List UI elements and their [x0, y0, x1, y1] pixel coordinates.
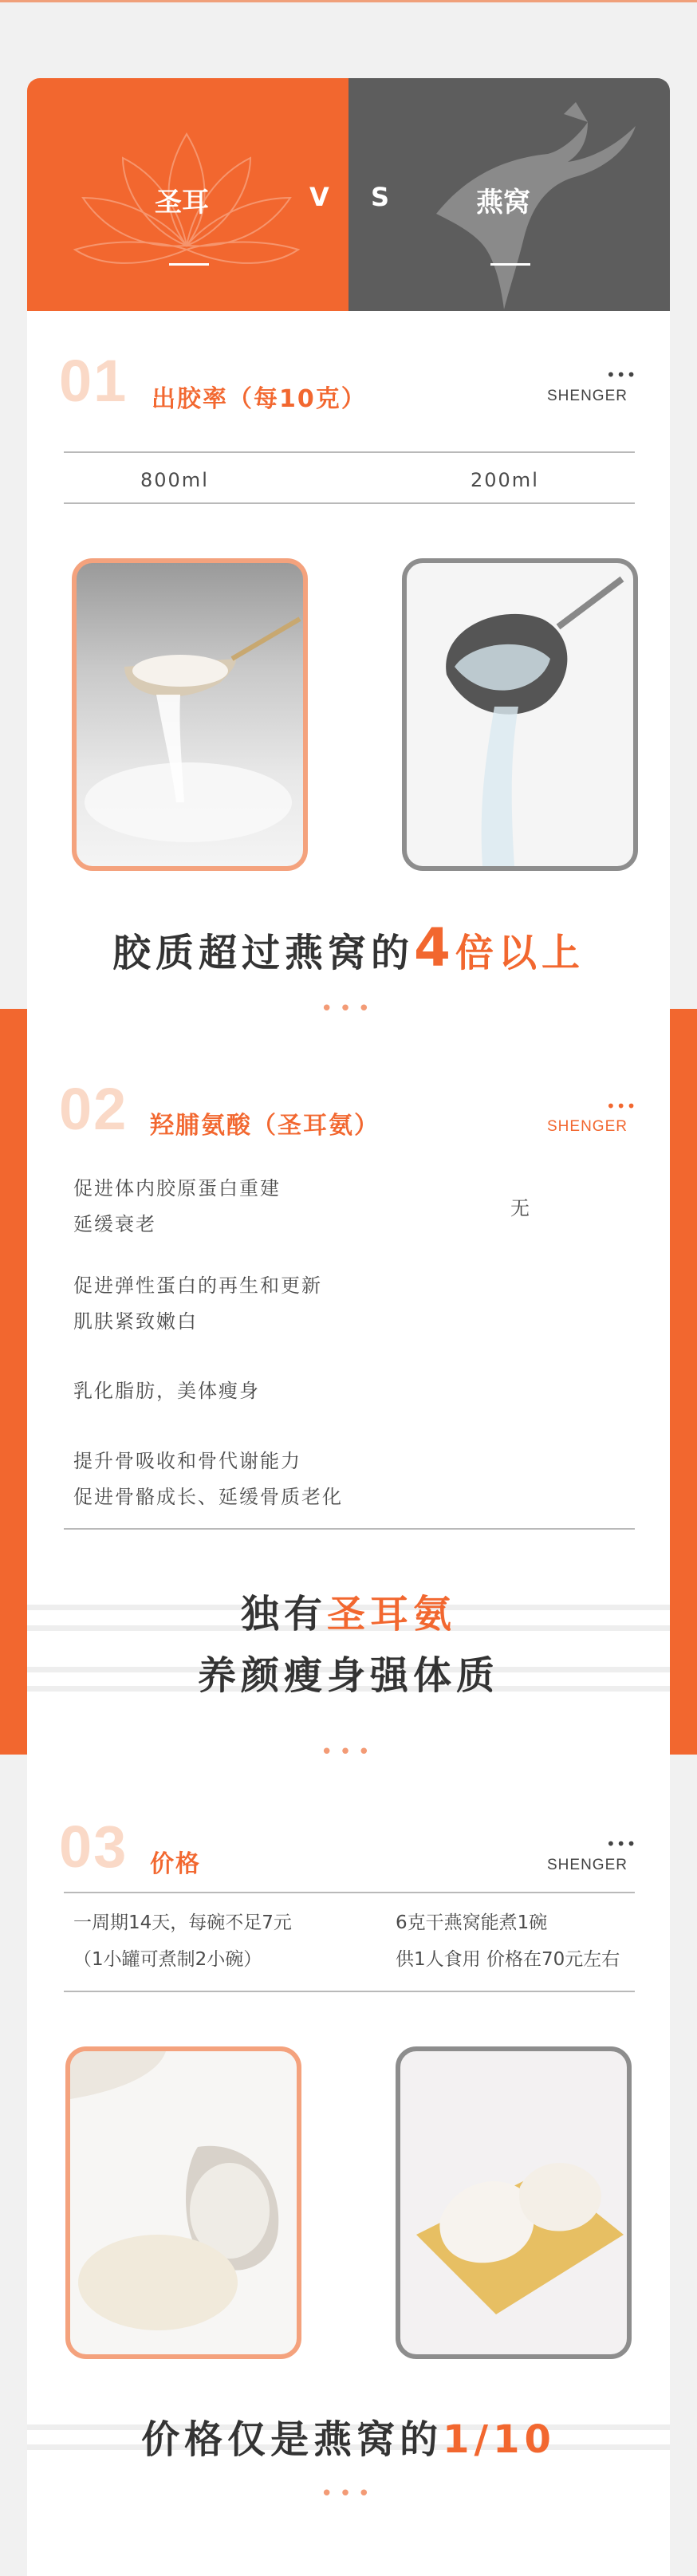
- section-3-headline: [0, 2409, 697, 2464]
- benefit-line-5: 乳化脂肪，美体瘦身: [73, 1380, 260, 1402]
- section-3-headline-pre: 价格仅是燕窝的: [141, 2417, 443, 2462]
- dried-birdnest-icon: [400, 2051, 627, 2354]
- benefit-line-4: 肌肤紧致嫩白: [73, 1310, 198, 1333]
- section-1-headline-post: 倍以上: [455, 931, 585, 975]
- benefit-line-7: 促进骨骼成长、延缓骨质老化: [73, 1486, 343, 1508]
- section-1-number: 01: [59, 348, 128, 414]
- price-right-line-1: 6克干燕窝能煮1碗: [396, 1912, 548, 1933]
- section-2-brand-dots: •••: [606, 1097, 637, 1116]
- section-1-headline: [0, 917, 697, 979]
- hero-right-panel: [348, 78, 670, 311]
- section-1-headline-pre: 胶质超过燕窝的: [112, 931, 415, 975]
- benefit-line-3: 促进弹性蛋白的再生和更新: [73, 1274, 322, 1297]
- price-left-line-2: （1小罐可煮制2小碗）: [73, 1949, 262, 1970]
- tremella-gel-photo: [72, 558, 308, 871]
- section-3-number: 03: [59, 1814, 128, 1880]
- hero-left-title: 圣耳: [155, 187, 209, 219]
- top-accent-line: [0, 0, 697, 2]
- section-2-headline-2: 养颜瘦身强体质: [197, 1653, 499, 1698]
- hero-banner: [27, 78, 670, 311]
- section-1-dots: •••: [320, 997, 376, 1021]
- section-1-left-value: 800ml: [140, 469, 209, 491]
- hero-left-dash: [169, 263, 209, 266]
- section-2-number: 02: [59, 1076, 128, 1142]
- spoon-drip-icon: [77, 563, 303, 866]
- section-3-rule-bottom: [64, 1991, 635, 1992]
- spoon-clear-gel-icon: [407, 563, 633, 866]
- section-2-headline-1: [0, 1583, 697, 1638]
- section-3-brand: SHENGER: [547, 1857, 628, 1873]
- section-1-headline-big: 4: [414, 917, 455, 979]
- hero-left-panel: [27, 78, 348, 311]
- section-1-brand-dots: •••: [606, 365, 637, 384]
- section-1-title: 出胶率（每10克）: [152, 385, 367, 413]
- section-2-right-value: 无: [510, 1197, 531, 1219]
- section-3-rule-top: [64, 1892, 635, 1893]
- section-3-title: 价格: [150, 1850, 201, 1878]
- benefit-line-2: 延缓衰老: [73, 1213, 156, 1235]
- dried-tremella-icon: [70, 2051, 297, 2354]
- section-2-headline-1-pre: 独有: [240, 1592, 327, 1637]
- section-2-dots: •••: [320, 1740, 376, 1764]
- section-3-headline-hl: 1/10: [443, 2417, 556, 2462]
- hero-right-title: 燕窝: [476, 187, 530, 219]
- price-right-line-2: 供1人食用 价格在70元左右: [396, 1949, 620, 1970]
- hero-right-dash: [490, 263, 530, 266]
- benefit-line-1: 促进体内胶原蛋白重建: [73, 1177, 281, 1199]
- section-2-rule: [64, 1528, 635, 1530]
- birdnest-dry-photo: [396, 2046, 632, 2359]
- section-2-headline-1-hl: 圣耳氨: [327, 1592, 457, 1637]
- section-1-rule-bottom: [64, 502, 635, 504]
- price-left-line-1: 一周期14天，每碗不足7元: [73, 1912, 292, 1933]
- section-2-brand: SHENGER: [547, 1118, 628, 1135]
- tremella-dry-photo: [65, 2046, 301, 2359]
- benefit-line-6: 提升骨吸收和骨代谢能力: [73, 1450, 301, 1472]
- section-1-brand: SHENGER: [547, 388, 628, 404]
- hero-v-letter: V: [309, 182, 329, 212]
- section-3-dots: •••: [320, 2482, 376, 2506]
- section-2-title: 羟脯氨酸（圣耳氨）: [150, 1112, 380, 1140]
- hero-s-letter: S: [371, 182, 390, 212]
- section-3-brand-dots: •••: [606, 1834, 637, 1853]
- birdnest-gel-photo: [402, 558, 638, 871]
- section-1-right-value: 200ml: [471, 469, 539, 491]
- section-1-rule-top: [64, 451, 635, 453]
